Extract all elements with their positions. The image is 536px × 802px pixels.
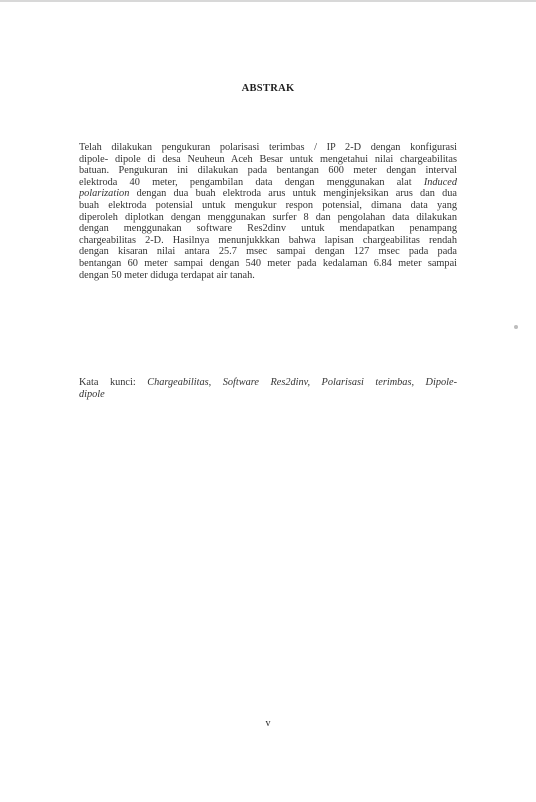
- keywords-terms: Chargeabilitas, Software Res2dinv, Polarisasi terimbas, Dipole-: [147, 377, 458, 388]
- keywords-terms-continued: dipole: [79, 389, 105, 400]
- abstract-line: bentangan 60 meter sampai dengan 540 meter pada kedalaman 6.84 meter sampai: [79, 257, 457, 269]
- keywords-label: Kata kunci:: [79, 377, 136, 388]
- abstract-line: Telah dilakukan pengukuran polarisasi terimbas / IP 2-D dengan konfigurasi: [79, 142, 457, 153]
- abstract-line: dengan menggunakan software Res2dinv untuk mendapatkan penampang: [79, 223, 457, 235]
- scan-speck: [514, 325, 518, 329]
- abstract-line-text: dengan dua buah elektroda arus untuk menginjeksikan arus dan dua: [136, 188, 457, 200]
- abstract-line: dipole- dipole di desa Neuheun Aceh Besar untuk mengetahui nilai chargeabilitas: [79, 153, 457, 165]
- keywords-line: [79, 377, 457, 389]
- abstract-line: batuan. Pengukuran ini dilakukan pada bentangan 600 meter dengan interval: [79, 165, 457, 177]
- italic-term-induced: Induced: [423, 176, 457, 188]
- abstract-line-with-term: [79, 177, 457, 189]
- italic-term-polarization: polarization: [79, 188, 130, 200]
- abstract-line: buah elektroda potensial untuk mengukur respon potensial, dimana data yang: [79, 199, 457, 211]
- abstract-body: [79, 142, 457, 281]
- abstract-line-text: elektroda 40 meter, pengambilan data dengan menggunakan alat: [79, 176, 412, 188]
- abstract-line: chargeabilitas 2-D. Hasilnya menunjukkkan bahwa lapisan chargeabilitas rendah: [79, 234, 457, 246]
- keywords-line: [79, 389, 457, 401]
- abstract-line: dengan 50 meter diduga terdapat air tanah.: [79, 269, 255, 281]
- abstract-line: dengan kisaran nilai antara 25.7 msec sampai dengan 127 msec pada pada: [79, 246, 457, 258]
- page-number: v: [265, 718, 271, 729]
- keywords-block: [79, 377, 457, 401]
- abstract-title: ABSTRAK: [241, 83, 295, 94]
- abstract-line-with-term: [79, 188, 457, 200]
- scan-edge-line: [0, 0, 536, 2]
- abstract-line: diperoleh diplotkan dengan menggunakan surfer 8 dan pengolahan data dilakukan: [79, 211, 457, 223]
